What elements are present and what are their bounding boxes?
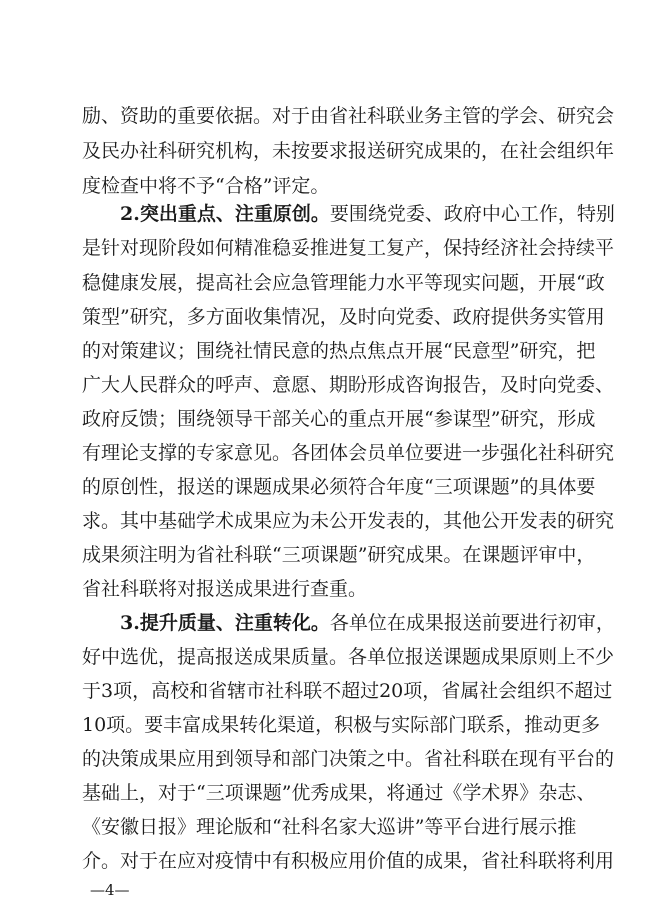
- paragraph-line: 基础上，对于“三项课题”优秀成果，将通过《学术界》杂志、: [82, 782, 596, 804]
- paragraph-line: 介。对于在应对疫情中有积极应用价值的成果，省社科联将利用: [82, 850, 615, 872]
- paragraph-line: 《安徽日报》理论版和“社科名家大巡讲”等平台进行展示推: [82, 816, 577, 838]
- section-2-first-line-text: 要围绕党委、政府中心工作，特别: [329, 203, 615, 225]
- paragraph-line: 省社科联将对报送成果进行查重。: [82, 578, 368, 600]
- section-3-first-line: [120, 608, 615, 638]
- paragraph-line: 是针对现阶段如何精准稳妥推进复工复产，保持经济社会持续平: [82, 237, 615, 259]
- paragraph-line: 的对策建议；围绕社情民意的热点焦点开展“民意型”研究，把: [82, 340, 596, 362]
- paragraph-line: 的原创性，报送的课题成果必须符合年度“三项课题”的具体要: [82, 476, 596, 498]
- paragraph-line: 广大人民群众的呼声、意愿、期盼形成咨询报告，及时向党委、: [82, 374, 615, 396]
- paragraph-line: 度检查中将不予“合格”评定。: [82, 175, 330, 197]
- paragraph-line: 好中选优，提高报送成果质量。各单位报送课题成果原则上不少: [82, 646, 615, 668]
- paragraph-line: 励、资助的重要依据。对于由省社科联业务主管的学会、研究会: [82, 105, 615, 127]
- section-2-first-line: [120, 199, 615, 229]
- paragraph-line: 及民办社科研究机构，未按要求报送研究成果的，在社会组织年: [82, 140, 615, 162]
- paragraph-line: 成果须注明为省社科联“三项课题”研究成果。在课题评审中，: [82, 544, 596, 566]
- paragraph-line: 于3项，高校和省辖市社科联不超过20项，省属社会组织不超过: [82, 680, 613, 702]
- paragraph-line: 政府反馈；围绕领导干部关心的重点开展“参谋型”研究，形成: [82, 408, 596, 430]
- paragraph-line: 稳健康发展，提高社会应急管理能力水平等现实问题，开展“政: [82, 272, 605, 294]
- paragraph-line: 策型”研究，多方面收集情况，及时向党委、政府提供务实管用: [82, 306, 605, 328]
- section-3-heading: 3.提升质量、注重转化。: [120, 612, 330, 634]
- section-2-heading: 2.突出重点、注重原创。: [120, 203, 330, 225]
- paragraph-line: 10项。要丰富成果转化渠道，积极与实际部门联系，推动更多: [82, 714, 601, 736]
- paragraph-line: 有理论支撑的专家意见。各团体会员单位要进一步强化社科研究: [82, 442, 615, 464]
- section-3-first-line-text: 各单位在成果报送前要进行初审，: [329, 612, 615, 634]
- paragraph-line: 的决策成果应用到领导和部门决策之中。省社科联在现有平台的: [82, 748, 615, 770]
- page-number: —4—: [90, 881, 130, 899]
- paragraph-line: 求。其中基础学术成果应为未公开发表的，其他公开发表的研究: [82, 510, 615, 532]
